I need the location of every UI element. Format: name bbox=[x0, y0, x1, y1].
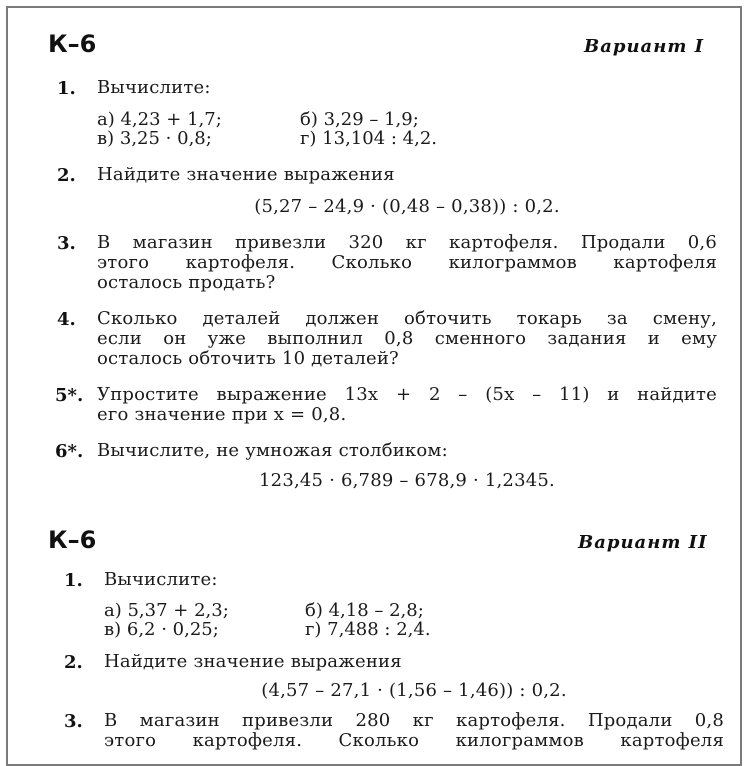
task-number: 4. bbox=[57, 309, 76, 330]
task-item: г) 7,488 : 2,4. bbox=[305, 619, 431, 640]
task-line: Упростите выражение 13x + 2 – (5x – 11) и найдите bbox=[97, 384, 717, 405]
variant-label: Вариант II bbox=[578, 532, 708, 553]
task-item: в) 6,2 · 0,25; bbox=[104, 619, 219, 640]
variant-label: Вариант I bbox=[584, 36, 705, 57]
task-number: 2. bbox=[64, 652, 83, 673]
task-formula: (4,57 – 27,1 · (1,56 – 1,46)) : 0,2. bbox=[261, 680, 567, 701]
task-line: В магазин привезли 280 кг картофеля. Продали 0,8 bbox=[104, 710, 724, 731]
task-formula: 123,45 · 6,789 – 678,9 · 1,2345. bbox=[259, 470, 555, 491]
task-formula: (5,27 – 24,9 · (0,48 – 0,38)) : 0,2. bbox=[254, 196, 560, 217]
task-item: б) 3,29 – 1,9; bbox=[300, 109, 419, 130]
task-line: если он уже выполнил 0,8 сменного задания и ему bbox=[97, 328, 717, 349]
task-number: 3. bbox=[57, 233, 76, 254]
task-number: 1. bbox=[64, 570, 83, 591]
task-text: Найдите значение выражения bbox=[97, 164, 395, 185]
task-text: Вычислите, не умножая столбиком: bbox=[97, 440, 448, 461]
task-line: этого картофеля. Сколько килограммов картофеля bbox=[97, 252, 717, 273]
task-line: этого картофеля. Сколько килограммов картофеля bbox=[104, 730, 724, 751]
task-line: В магазин привезли 320 кг картофеля. Продали 0,6 bbox=[97, 232, 717, 253]
task-line: осталось обточить 10 деталей? bbox=[97, 348, 399, 369]
task-text: Вычислите: bbox=[97, 77, 211, 98]
task-line: Сколько деталей должен обточить токарь за смену, bbox=[97, 308, 717, 329]
task-text: Найдите значение выражения bbox=[104, 651, 402, 672]
task-item: в) 3,25 · 0,8; bbox=[97, 128, 212, 149]
task-number: 5*. bbox=[55, 385, 84, 406]
task-text: Вычислите: bbox=[104, 569, 218, 590]
task-item: г) 13,104 : 4,2. bbox=[300, 128, 438, 149]
task-number: 1. bbox=[57, 78, 76, 99]
task-number: 6*. bbox=[55, 441, 84, 462]
task-line: его значение при x = 0,8. bbox=[97, 404, 347, 425]
worksheet-title: К–6 bbox=[48, 526, 97, 554]
task-item: а) 5,37 + 2,3; bbox=[104, 600, 229, 621]
task-item: а) 4,23 + 1,7; bbox=[97, 109, 222, 130]
task-number: 3. bbox=[64, 711, 83, 732]
task-item: б) 4,18 – 2,8; bbox=[305, 600, 424, 621]
worksheet-title: К–6 bbox=[48, 30, 97, 58]
task-line: осталось продать? bbox=[97, 272, 276, 293]
task-number: 2. bbox=[57, 165, 76, 186]
